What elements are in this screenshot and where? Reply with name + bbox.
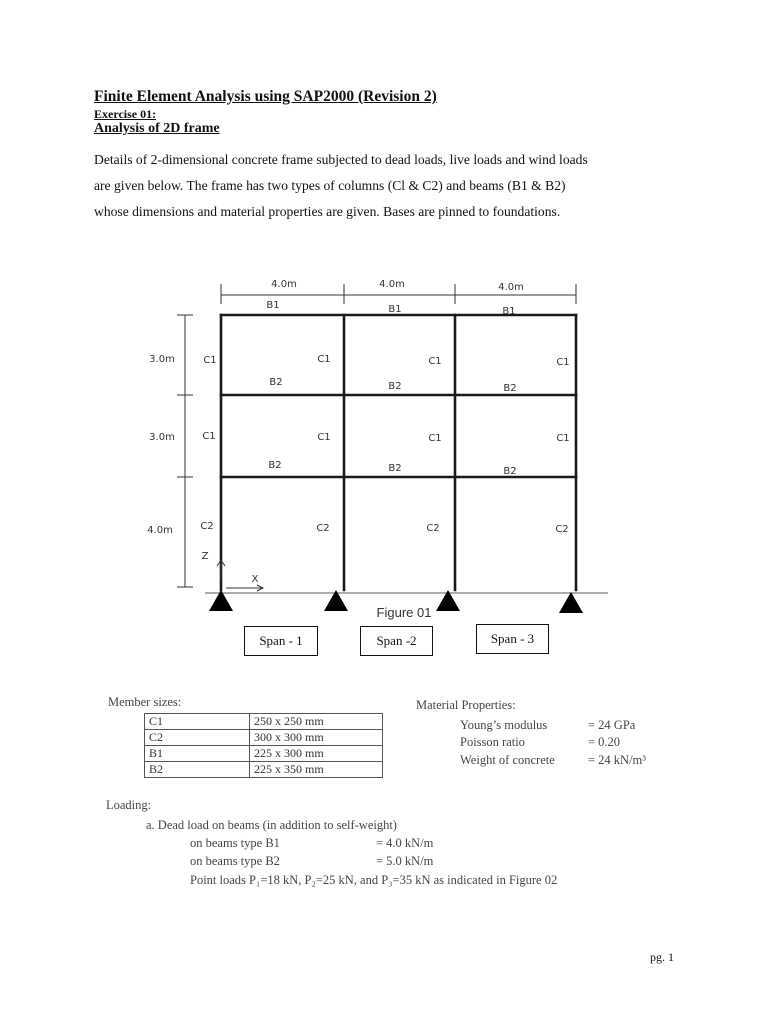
beam-label-f2-1: B2 <box>269 377 283 388</box>
intro-line-1: Details of 2-dimensional concrete frame subjected to dead loads, live loads and wind loads <box>94 152 588 167</box>
span-width-2: 4.0m <box>379 279 405 290</box>
table-row <box>145 746 383 762</box>
span-box-2: Span -2 <box>360 626 433 656</box>
beam-label-roof-3: B1 <box>502 306 516 317</box>
column-label-bottom-3: C2 <box>426 523 440 534</box>
column-label-mid-3: C1 <box>428 433 442 444</box>
material-properties-title: Material Properties: <box>416 698 516 712</box>
column-label-bottom-4: C2 <box>555 524 569 535</box>
member-name: B1 <box>145 746 250 762</box>
column-label-top-2: C1 <box>317 354 331 365</box>
member-sizes-title: Member sizes: <box>108 695 182 709</box>
material-name: Poisson ratio <box>460 735 525 749</box>
height-dimension-line <box>177 315 193 587</box>
material-row <box>460 735 680 750</box>
point-loads-text: Point loads P₁=18 kN, P₂=25 kN, and P₃=35 kN as indicated in Figure 02 <box>190 873 558 887</box>
column-label-top-1: C1 <box>203 355 217 366</box>
load-b1-row <box>190 836 434 851</box>
member-size: 300 x 300 mm <box>250 730 383 746</box>
material-value: = 24 kN/m³ <box>588 753 647 767</box>
member-size: 250 x 250 mm <box>250 714 383 730</box>
material-name: Weight of concrete <box>460 753 555 767</box>
pin-support-4 <box>559 592 583 613</box>
beam-label-roof-2: B1 <box>388 304 402 315</box>
storey-height-2: 3.0m <box>149 432 175 443</box>
column-label-top-3: C1 <box>428 356 442 367</box>
table-row <box>145 730 383 746</box>
load-b1-label: on beams type B1 <box>190 836 280 850</box>
beam-label-f1-2: B2 <box>388 463 402 474</box>
storey-height-1: 4.0m <box>147 525 173 536</box>
column-label-mid-1: C1 <box>202 431 216 442</box>
frame-members <box>221 315 576 590</box>
load-b2-value: = 5.0 kN/m <box>376 854 434 868</box>
span-width-1: 4.0m <box>271 279 297 290</box>
section-title: Analysis of 2D frame <box>94 121 220 136</box>
member-name: B2 <box>145 762 250 778</box>
member-name: C2 <box>145 730 250 746</box>
material-value: = 24 GPa <box>588 718 636 732</box>
material-value: = 0.20 <box>588 735 621 749</box>
span-width-3: 4.0m <box>498 282 524 293</box>
beam-label-roof-1: B1 <box>266 300 280 311</box>
figure-caption: Figure 01 <box>376 605 432 620</box>
page-number: pg. 1 <box>650 950 674 964</box>
load-b2-row <box>190 854 434 869</box>
column-label-top-4: C1 <box>556 357 570 368</box>
material-name: Young’s modulus <box>460 718 548 732</box>
z-axis-arrow <box>217 560 225 582</box>
x-axis-arrow <box>226 585 263 591</box>
column-label-bottom-1: C2 <box>200 521 214 532</box>
x-axis-label: X <box>251 574 259 585</box>
member-name: C1 <box>145 714 250 730</box>
span-box-1: Span - 1 <box>244 626 318 656</box>
span-box-3: Span - 3 <box>476 624 549 654</box>
member-size: 225 x 350 mm <box>250 762 383 778</box>
column-label-bottom-2: C2 <box>316 523 330 534</box>
table-row <box>145 714 383 730</box>
storey-height-3: 3.0m <box>149 354 175 365</box>
document-title: Finite Element Analysis using SAP2000 (Revision 2) <box>94 88 437 105</box>
beam-label-f1-1: B2 <box>268 460 282 471</box>
load-b1-value: = 4.0 kN/m <box>376 836 434 850</box>
beam-label-f2-2: B2 <box>388 381 402 392</box>
table-row <box>145 762 383 778</box>
load-b2-label: on beams type B2 <box>190 854 280 868</box>
beam-label-f1-3: B2 <box>503 466 517 477</box>
loading-item-a: a. Dead load on beams (in addition to self-weight) <box>146 818 397 832</box>
exercise-label: Exercise 01: <box>94 107 157 121</box>
intro-line-2: are given below. The frame has two types of columns (Cl & C2) and beams (B1 & B2) <box>94 178 566 193</box>
member-sizes-table <box>144 713 383 778</box>
material-row <box>460 753 680 768</box>
material-row <box>460 718 680 733</box>
intro-line-3: whose dimensions and material properties are given. Bases are pinned to foundations. <box>94 204 561 219</box>
z-axis-label: Z <box>201 551 209 562</box>
member-size: 225 x 300 mm <box>250 746 383 762</box>
column-label-mid-2: C1 <box>317 432 331 443</box>
column-label-mid-4: C1 <box>556 433 570 444</box>
loading-title: Loading: <box>106 798 152 812</box>
beam-label-f2-3: B2 <box>503 383 517 394</box>
